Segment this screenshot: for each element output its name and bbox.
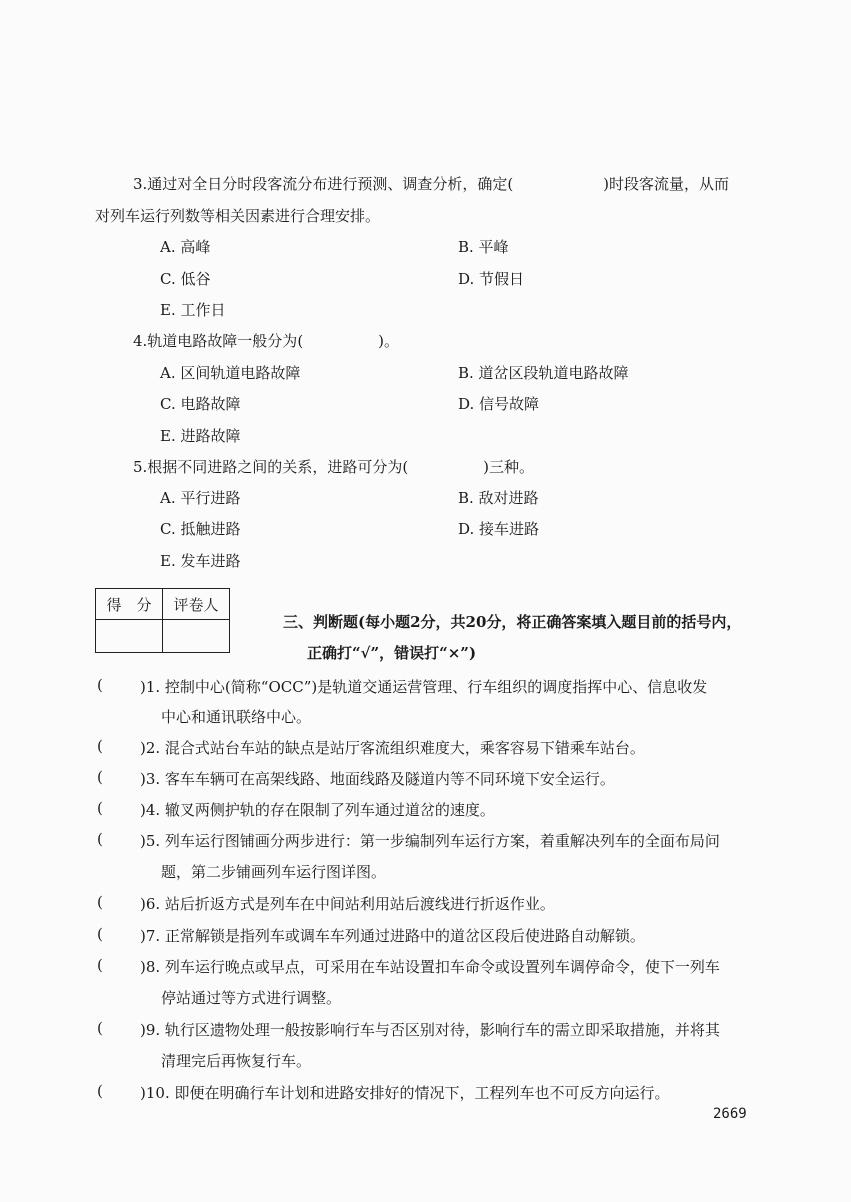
tf-paren-2: ( (97, 737, 103, 755)
tf-paren-4: ( (97, 799, 103, 817)
tf-item-5-line2: 题，第二步铺画列车运行图详图。 (161, 863, 387, 881)
tf-item-2: )2. 混合式站台车站的缺点是站厅客流组织难度大，乘客容易下错乘车站台。 (140, 739, 645, 757)
tf-item-10: )10. 即便在明确行车计划和进路安排好的情况下，工程列车也不可反方向运行。 (140, 1084, 670, 1102)
tf-item-6: )6. 站后折返方式是列车在中间站利用站后渡线进行折返作业。 (140, 895, 555, 913)
tf-paren-3: ( (97, 768, 103, 786)
grader-cell (163, 620, 230, 653)
question-3-line2: 对列车运行列数等相关因素进行合理安排。 (95, 207, 381, 225)
tf-item-8-line2: 停站通过等方式进行调整。 (161, 989, 342, 1007)
tf-item-9-line1: )9. 轨行区遗物处理一般按影响行车与否区别对待，影响行车的需立即采取措施，并将其 (140, 1021, 720, 1039)
question-3-option-d: D. 节假日 (458, 270, 525, 288)
question-4-option-e: E. 进路故障 (160, 427, 241, 445)
score-header: 得 分 (96, 589, 163, 620)
tf-item-7: )7. 正常解锁是指列车或调车车列通过进路中的道岔区段后使进路自动解锁。 (140, 927, 645, 945)
tf-paren-8: ( (97, 956, 103, 974)
question-3-option-a: A. 高峰 (160, 238, 211, 256)
tf-item-3: )3. 客车车辆可在高架线路、地面线路及隧道内等不同环境下安全运行。 (140, 770, 615, 788)
question-4-option-b: B. 道岔区段轨道电路故障 (458, 364, 629, 382)
tf-paren-7: ( (97, 925, 103, 943)
question-3-option-c: C. 低谷 (160, 270, 211, 288)
tf-paren-9: ( (97, 1019, 103, 1037)
question-5-option-d: D. 接车进路 (458, 520, 540, 538)
tf-paren-5: ( (97, 830, 103, 848)
question-3-option-b: B. 平峰 (458, 238, 509, 256)
tf-item-5-line1: )5. 列车运行图铺画分两步进行：第一步编制列车运行方案，着重解决列车的全面布局问 (140, 832, 720, 850)
grader-header: 评卷人 (163, 589, 230, 620)
question-5-option-c: C. 抵触进路 (160, 520, 241, 538)
section-3-subheading: 正确打“√”，错误打“×”) (307, 644, 477, 662)
question-4-option-a: A. 区间轨道电路故障 (160, 364, 301, 382)
question-5-option-b: B. 敌对进路 (458, 489, 539, 507)
question-4-line1: 4.轨道电路故障一般分为( )。 (133, 332, 400, 350)
tf-paren-6: ( (97, 893, 103, 911)
tf-item-4: )4. 辙叉两侧护轨的存在限制了列车通过道岔的速度。 (140, 801, 495, 819)
tf-paren-10: ( (97, 1082, 103, 1100)
tf-paren-1: ( (97, 676, 103, 694)
score-table (95, 588, 230, 653)
tf-item-1-line1: )1. 控制中心(简称“OCC”)是轨道交通运营管理、行车组织的调度指挥中心、信息收发 (140, 678, 708, 696)
section-3-heading: 三、判断题(每小题2分，共20分，将正确答案填入题目前的括号内， (283, 613, 742, 631)
question-5-line1: 5.根据不同进路之间的关系，进路可分为( )三种。 (133, 458, 535, 476)
question-4-option-c: C. 电路故障 (160, 395, 241, 413)
question-5-option-a: A. 平行进路 (160, 489, 241, 507)
tf-item-1-line2: 中心和通讯联络中心。 (161, 708, 312, 726)
question-3-option-e: E. 工作日 (160, 301, 226, 319)
question-3-line1: 3.通过对全日分时段客流分布进行预测、调查分析，确定( )时段客流量，从而 (133, 175, 730, 193)
question-5-option-e: E. 发车进路 (160, 552, 241, 570)
tf-item-8-line1: )8. 列车运行晚点或早点，可采用在车站设置扣车命令或设置列车调停命令，使下一列车 (140, 958, 720, 976)
question-4-option-d: D. 信号故障 (458, 395, 540, 413)
tf-item-9-line2: 清理完后再恢复行车。 (161, 1052, 312, 1070)
page-number: 2669 (713, 1106, 747, 1122)
score-cell (96, 620, 163, 653)
